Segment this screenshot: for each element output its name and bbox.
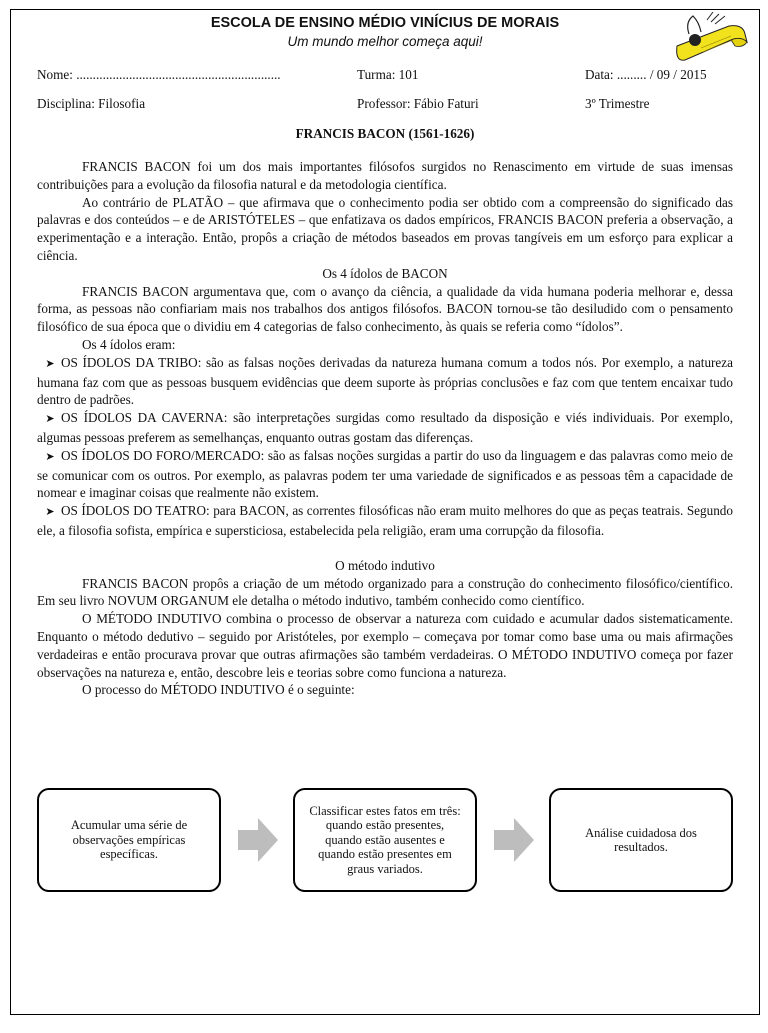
subject-field: Disciplina: Filosofia xyxy=(37,96,146,111)
idols-intro: Os 4 ídolos eram: xyxy=(82,336,176,352)
trimester-field: 3º Trimestre xyxy=(585,96,650,111)
worksheet-page xyxy=(10,9,760,1015)
intro-paragraph-1: FRANCIS BACON foi um dos mais importantes filósofos surgidos no Renascimento em virtude de suas imensas contribuições para a evolução da filosofia natural e da metodologia científica. xyxy=(37,159,733,192)
date-field: Data: ......... / 09 / 2015 xyxy=(585,67,707,82)
class-field: Turma: 101 xyxy=(357,67,419,82)
arrow-bullet-icon: ➤ xyxy=(45,506,55,519)
page-title: FRANCIS BACON (1561-1626) xyxy=(295,126,475,141)
arrow-right-icon xyxy=(238,818,278,862)
method-paragraph-3: O processo do MÉTODO INDUTIVO é o seguinte: xyxy=(82,682,355,698)
school-logo-icon xyxy=(671,12,751,70)
idols-paragraph: FRANCIS BACON argumentava que, com o avanço da ciência, a qualidade da vida humana poderia melhorar e, dessa forma, as pessoas não confiariam mais nos trabalhos dos antigos filósofos. BACON tornou-se tão desiludido com o pensamento filosófico de sua época que o dividiu em 4 categorias de falso conhecimento, às quais se referia como “ídolos”. xyxy=(37,283,733,335)
school-name: ESCOLA DE ENSINO MÉDIO VINÍCIUS DE MORAIS xyxy=(210,15,560,31)
intro-paragraph-2: Ao contrário de PLATÃO – que afirmava que o conhecimento podia ser obtido com a compreensão do significado das palavras e dos conteúdos – e de ARISTÓTELES – que enfatizava os dados empíricos, FRANCIS BACON preferia a observação, a experimentação e a interação. Então, propôs a criação de métodos baseados em provas tangíveis em um esforço para explicar a ciência. xyxy=(37,194,733,263)
school-motto: Um mundo melhor começa aqui! xyxy=(287,34,483,49)
arrow-bullet-icon: ➤ xyxy=(45,357,55,370)
document-body xyxy=(37,158,733,699)
idol-item-cave: ➤ OS ÍDOLOS DA CAVERNA: são interpretações surgidas como resultado da disposição e viés individuais. Por exemplo, algumas pessoas preferem as semelhanças, enquanto outras gostam das diferenças. xyxy=(37,410,733,445)
teacher-field: Professor: Fábio Faturi xyxy=(357,96,479,111)
header-row-1 xyxy=(37,67,737,85)
method-paragraph-1: FRANCIS BACON propôs a criação de um método organizado para a construção do conhecimento filosófico/científico. Em seu livro NOVUM ORGANUM ele detalha o método indutivo, também conhecido como científico. xyxy=(37,575,733,609)
header-row-2 xyxy=(37,96,737,114)
inductive-method-flowchart xyxy=(37,788,737,898)
method-paragraph-2: O MÉTODO INDUTIVO combina o processo de observar a natureza com cuidado e acumular dados sistematicamente. Enquanto o método dedutivo – seguido por Aristóteles, por exemplo – começava por tomar como base uma ou mais afirmações verdadeiras e então procurava provar que outras afirmações são também verdadeiras. O MÉTODO INDUTIVO começa por fazer observações na natureza e, então, descobre leis e teorias sobre como funciona a natureza. xyxy=(37,611,733,680)
flow-step-3: Análise cuidadosa dos resultados. xyxy=(549,788,733,892)
flow-step-1: Acumular uma série de observações empíricas específicas. xyxy=(37,788,221,892)
arrow-bullet-icon: ➤ xyxy=(45,413,55,426)
idol-item-theater: ➤ OS ÍDOLOS DO TEATRO: para BACON, as correntes filosóficas não eram muito melhores do que as peças teatrais. Segundo ele, a filosofia sofista, empírica e supersticiosa, estabelecida pela religião, eram uma corrupção da filosofia. xyxy=(37,503,733,538)
idol-item-market: ➤ OS ÍDOLOS DO FORO/MERCADO: são as falsas noções surgidas a partir do uso da linguagem e das palavras como meio de se comunicar com os outros. Por exemplo, as palavras podem ter uma variedade de significados e as pessoas têm a capacidade de nomear e imaginar coisas que realmente não existem. xyxy=(37,447,733,501)
arrow-right-icon xyxy=(494,818,534,862)
idols-heading: Os 4 ídolos de BACON xyxy=(322,265,448,281)
flow-step-2: Classificar estes fatos em três: quando estão presentes, quando estão ausentes e quando estão presentes em graus variados. xyxy=(293,788,477,892)
method-heading: O método indutivo xyxy=(335,557,435,573)
student-name-field: Nome: .............................................................. xyxy=(37,67,281,82)
arrow-bullet-icon: ➤ xyxy=(45,450,55,463)
idol-item-tribe: ➤ OS ÍDOLOS DA TRIBO: são as falsas noções derivadas da natureza humana comum a todos nós. Por exemplo, a natureza humana faz com que as pessoas busquem evidências que deem suporte às próprias conclusões e faz com que tentem encaixar tudo dentro de padrões. xyxy=(37,354,733,408)
